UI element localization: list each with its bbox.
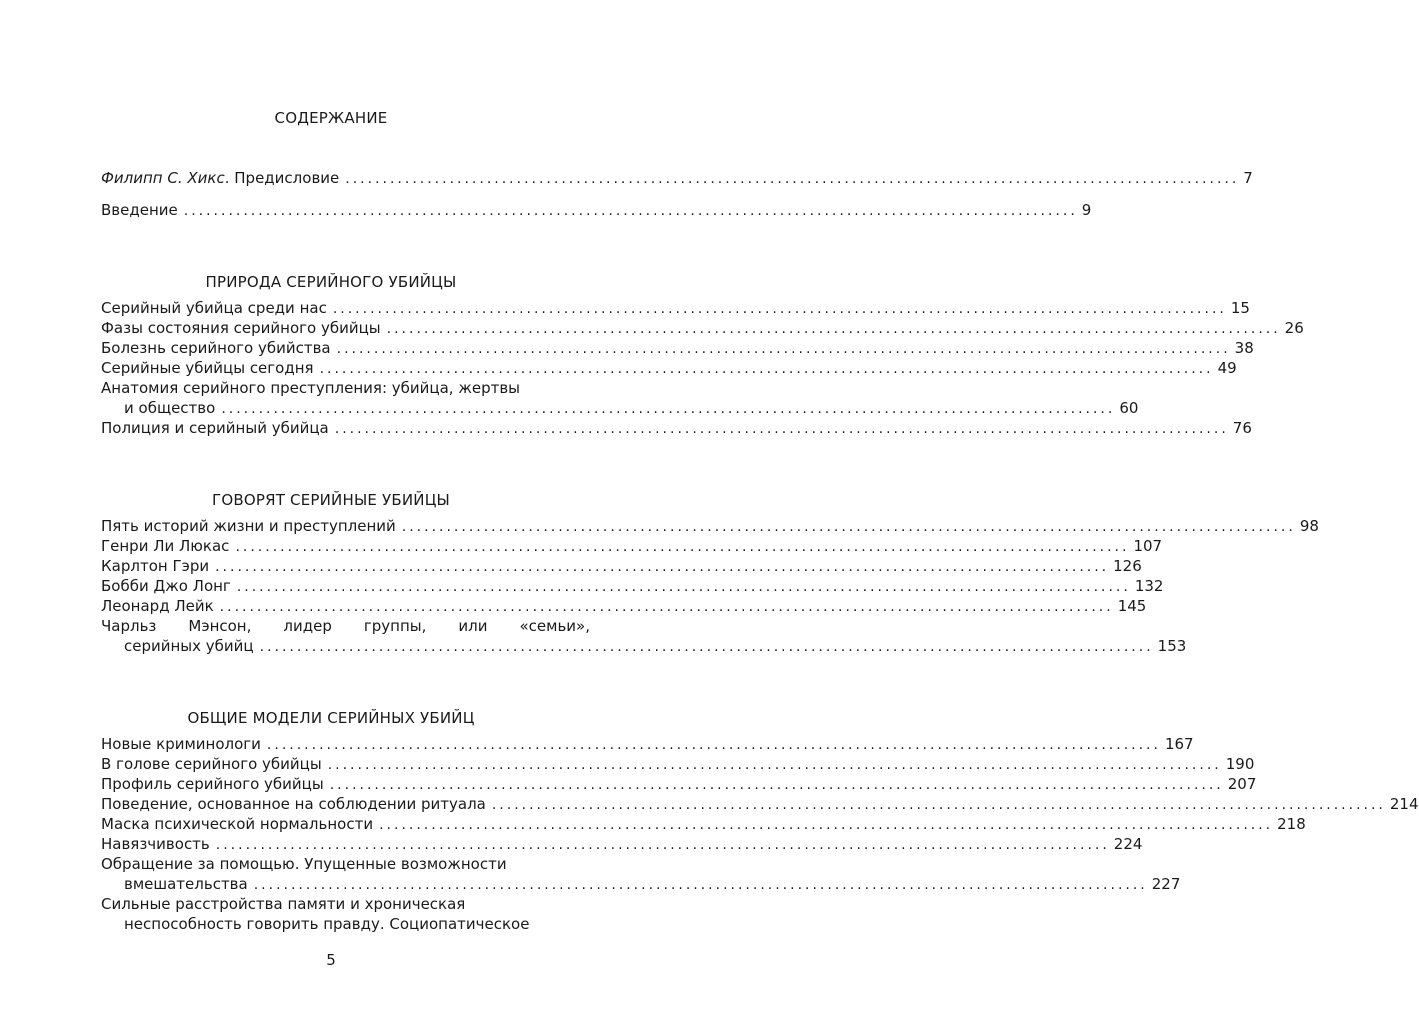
toc-entry-page: 145 [1117, 597, 1147, 615]
toc-entry-title-text: Предисловие [234, 169, 340, 187]
toc-entry-title: Новые криминологи [101, 735, 261, 753]
toc-entry-title: Поведение, основанное на соблюдении ритуала [101, 795, 486, 813]
section-heading: ГОВОРЯТ СЕРИЙНЫЕ УБИЙЦЫ [211, 491, 450, 509]
leader-dots: ........................................................................................................................ [259, 639, 1154, 655]
leader-dots: ........................................................................................................................ [319, 361, 1214, 377]
toc-entry[interactable] [101, 536, 1163, 556]
leader-dots: ........................................................................................................................ [379, 817, 1274, 833]
toc-entry-title-line2: и общество [124, 399, 216, 417]
toc-entry-page: 60 [1119, 399, 1139, 417]
toc-entry[interactable] [101, 774, 1257, 794]
leader-dots: ........................................................................................................................ [401, 519, 1296, 535]
toc-entry-title: Пять историй жизни и преступлений [101, 517, 396, 535]
toc-entry[interactable] [101, 814, 1306, 834]
toc-entry[interactable] [101, 596, 1147, 616]
toc-entry[interactable] [101, 338, 1254, 358]
toc-entry-page: 49 [1217, 359, 1237, 377]
toc-entry-page: 76 [1232, 419, 1252, 437]
title-word: группы, [363, 617, 427, 635]
toc-entry-page: 167 [1164, 735, 1194, 753]
page-number: 5 [326, 951, 336, 969]
leader-dots: ........................................................................................................................ [345, 171, 1240, 187]
toc-entry-separator: . [224, 169, 235, 187]
toc-entry-multiline[interactable] [101, 894, 590, 934]
toc-entry-title [101, 168, 339, 188]
toc-entry[interactable] [101, 754, 1255, 774]
title-word: Мэнсон, [188, 617, 252, 635]
toc-entry-title: Серийный убийца среди нас [101, 299, 327, 317]
leader-dots: ........................................................................................................................ [215, 837, 1110, 853]
toc-entry[interactable] [101, 418, 1252, 438]
toc-entry-page: 224 [1113, 835, 1143, 853]
toc-entry-title: Болезнь серийного убийства [101, 339, 331, 357]
toc-entry-page: 126 [1113, 557, 1142, 575]
toc-entry-title-line2: вмешательства [124, 875, 248, 893]
toc-entry-title: Навязчивость [101, 835, 210, 853]
title-word: «семьи», [519, 617, 590, 635]
toc-entry-title: Маска психической нормальности [101, 815, 374, 833]
section-heading: ПРИРОДА СЕРИЙНОГО УБИЙЦЫ [205, 273, 457, 291]
leader-dots: ........................................................................................................................ [329, 777, 1224, 793]
leader-dots: ........................................................................................................................ [491, 797, 1386, 813]
toc-entry-title: Полиция и серийный убийца [101, 419, 329, 437]
toc-entry-title: Бобби Джо Лонг [101, 577, 231, 595]
toc-entry-author: Филипп С. Хикс [101, 169, 225, 187]
toc-entry-page: 227 [1151, 875, 1181, 893]
toc-entry-title-line1: Анатомия серийного преступления: убийца, жертвы [101, 379, 521, 397]
toc-entry[interactable] [101, 734, 1194, 754]
toc-entry-page: 214 [1389, 795, 1419, 813]
leader-dots: ........................................................................................................................ [334, 421, 1229, 437]
leader-dots: ........................................................................................................................ [266, 737, 1161, 753]
toc-entry-page: 38 [1234, 339, 1254, 357]
toc-entry[interactable] [101, 794, 1419, 814]
leader-dots: ........................................................................................................................ [327, 757, 1222, 773]
toc-entry-title: Серийные убийцы сегодня [101, 359, 314, 377]
toc-entry-page: 153 [1157, 637, 1187, 655]
toc-entry-introduction[interactable] [101, 200, 1092, 220]
leader-dots: ........................................................................................................................ [336, 341, 1231, 357]
section-heading: ОБЩИЕ МОДЕЛИ СЕРИЙНЫХ УБИЙЦ [187, 709, 475, 727]
toc-entry-title-line1 [101, 616, 590, 636]
toc-entry-title-line2: неспособность говорить правду. Социопатическое [124, 915, 530, 933]
toc-entry-page: 207 [1227, 775, 1257, 793]
toc-entry-page: 9 [1081, 201, 1092, 219]
toc-entry-multiline[interactable] [101, 378, 1139, 418]
toc-entry-title: Карлтон Гэри [101, 557, 210, 575]
toc-entry-page: 132 [1134, 577, 1164, 595]
toc-entry-title-line1: Сильные расстройства памяти и хроническая [101, 895, 466, 913]
toc-entry[interactable] [101, 576, 1164, 596]
toc-entry[interactable] [101, 298, 1250, 318]
leader-dots: ........................................................................................................................ [253, 877, 1148, 893]
toc-entry[interactable] [101, 516, 1319, 536]
leader-dots: ........................................................................................................................ [221, 401, 1116, 417]
toc-entry-preface[interactable] [101, 168, 1253, 188]
toc-entry-title-line1: Обращение за помощью. Упущенные возможности [101, 855, 507, 873]
leader-dots: ........................................................................................................................ [332, 301, 1227, 317]
toc-entry-title: В голове серийного убийцы [101, 755, 322, 773]
section-entries [101, 516, 1319, 656]
toc-entry-multiline[interactable] [101, 616, 1187, 656]
toc-entry[interactable] [101, 318, 1304, 338]
toc-entry-page: 7 [1243, 169, 1253, 187]
leader-dots: ........................................................................................................................ [219, 599, 1114, 615]
toc-entry-title: Введение [101, 201, 178, 219]
toc-entry-page: 15 [1230, 299, 1250, 317]
leader-dots: ........................................................................................................................ [215, 559, 1110, 575]
toc-entry-title: Профиль серийного убийцы [101, 775, 324, 793]
toc-entry-page: 26 [1284, 319, 1304, 337]
toc-entry-multiline[interactable] [101, 854, 1181, 894]
section-entries [101, 298, 1304, 438]
toc-entry-page: 98 [1299, 517, 1319, 535]
toc-entry-title: Генри Ли Люкас [101, 537, 230, 555]
section-entries [101, 734, 1419, 934]
toc-entry-title: Фазы состояния серийного убийцы [101, 319, 381, 337]
toc-entry-title-line2: серийных убийц [124, 637, 254, 655]
toc-entry[interactable] [101, 358, 1237, 378]
leader-dots: ........................................................................................................................ [183, 203, 1078, 219]
title-word: лидер [283, 617, 332, 635]
contents-title: СОДЕРЖАНИЕ [274, 109, 388, 127]
leader-dots: ........................................................................................................................ [236, 579, 1131, 595]
toc-entry-page: 218 [1277, 815, 1306, 833]
toc-entry-page: 190 [1225, 755, 1255, 773]
title-word: Чарльз [101, 617, 157, 635]
leader-dots: ........................................................................................................................ [235, 539, 1130, 555]
toc-entry[interactable] [101, 834, 1143, 854]
title-word: или [458, 617, 488, 635]
toc-entry-title: Леонард Лейк [101, 597, 214, 615]
toc-entry[interactable] [101, 556, 1142, 576]
leader-dots: ........................................................................................................................ [386, 321, 1281, 337]
toc-entry-page: 107 [1133, 537, 1163, 555]
